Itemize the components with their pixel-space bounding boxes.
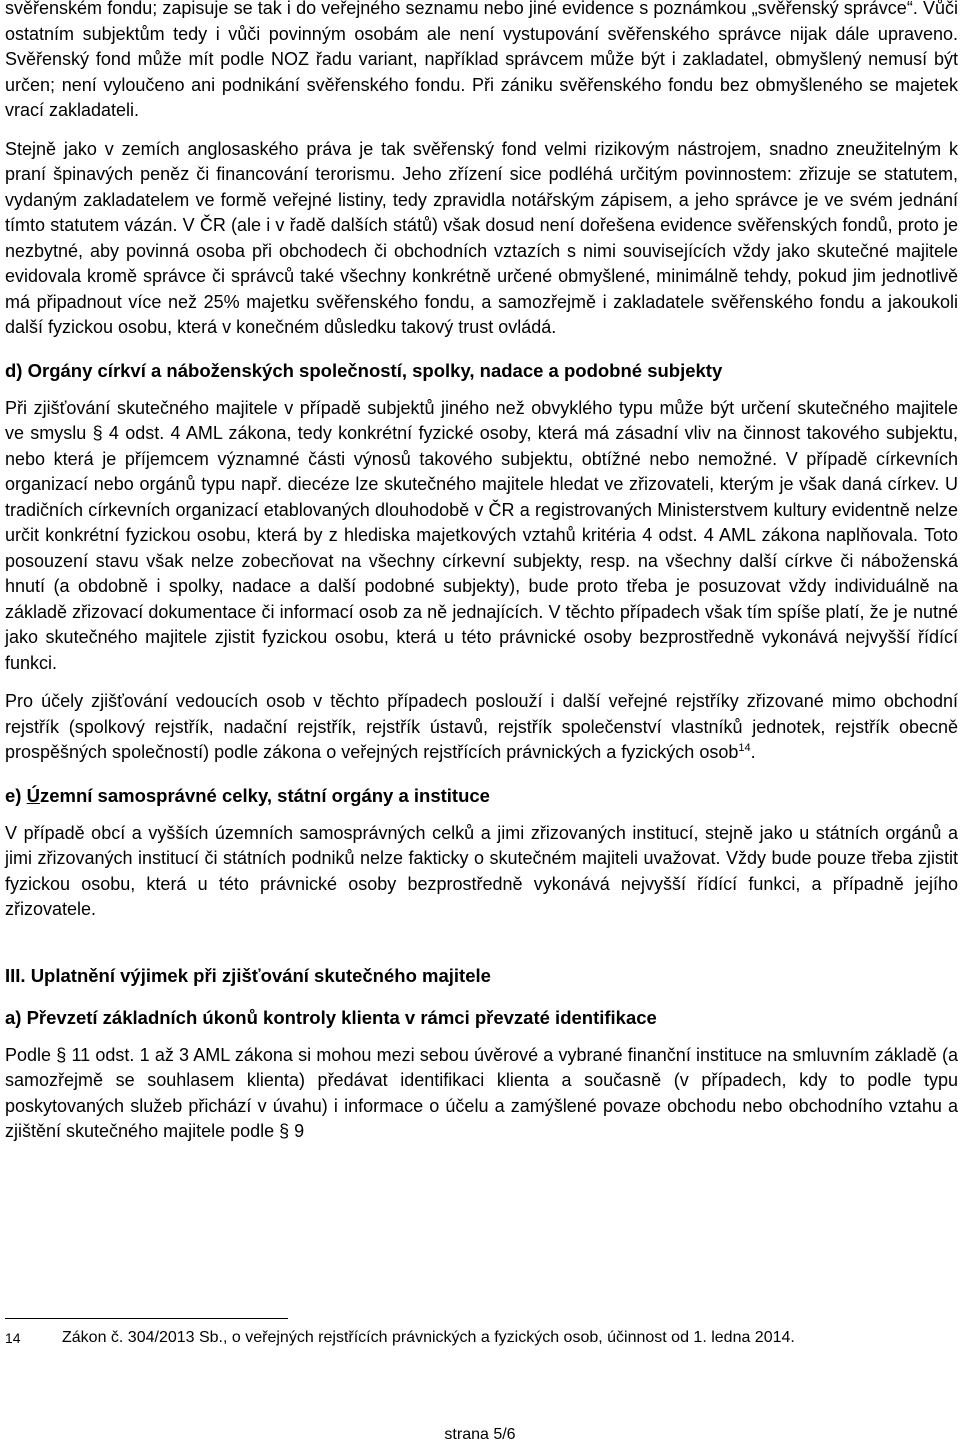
paragraph-public-registers-text: Pro účely zjišťování vedoucích osob v těchto případech poslouží i další veřejné rejstříky zřizované mimo obchodní rejstřík (spolkový rejstřík, nadační rejstřík, rejstřík ústavů, rejstřík společenství vlastníků jednotek, rejstřík obecně prospěšných společností) podle zákona o veřejných rejstřících právnických a fyzických osob — [5, 691, 958, 762]
paragraph-church-organizations: Při zjišťování skutečného majitele v případě subjektů jiného než obvyklého typu může být určení skutečného majitele ve smyslu § 4 odst. 4 AML zákona, tedy konkrétní fyzické osoby, která má zásadní vliv na činnost takového subjektu, nebo která je příjemcem významné části výnosů takového subjektu, obtížné nebo nemožné. V případě církevních organizací nebo orgánů typu např. diecéze lze skutečného majitele hledat ve zřizovateli, kterým je však daná církev. U tradičních církevních organizací etablovaných dlouhodobě v ČR a registrovaných Ministerstvem kultury evidentně nelze určit konkrétní fyzickou osobu, která by z hlediska majetkových vztahů kritéria 4 odst. 4 AML zákona naplňovala. Toto posouzení stavu však nelze zobecňovat na všechny církevní subjekty, resp. na všechny další církve či náboženská hnutí (a obdobně i spolky, nadace a další podobné subjekty), bude proto třeba je posuzovat vždy individuálně na základě zřizovací dokumentace či informací osob za ně jednajících. V těchto případech však tím spíše platí, že je nutné jako skutečného majitele zjistit fyzickou osobu, která u této právnické osoby bezprostředně vykonává nejvyšší řídící funkci. — [5, 397, 958, 673]
heading-section-iii: III. Uplatnění výjimek při zjišťování skutečného majitele — [5, 964, 491, 986]
footnote-divider — [5, 1318, 288, 1319]
paragraph-municipalities: V případě obcí a vyšších územních samosprávných celků a jimi zřizovaných institucí, stejně jako u státních orgánů a jimi zřizovaných institucí či státních podniků nelze fakticky o skutečném majiteli uvažovat. Vždy bude pouze třeba zjistit fyzickou osobu, která u této právnické osoby bezprostředně vykonává nejvyšší řídící funkci, a případně jejího zřizovatele. — [5, 822, 958, 919]
heading-section-e-underlined: Ú — [26, 784, 40, 806]
footnote-number: 14 — [5, 1330, 21, 1346]
footnote — [5, 1326, 958, 1350]
paragraph-trust-administrator: svěřenském fondu; zapisuje se tak i do veřejného seznamu nebo jiné evidence s poznámkou „svěřenský správce“. Vůči ostatním subjektům tedy i vůči povinným osobám ale není vystupování svěřenského správce nijak dále upraveno. Svěřenský fond může mít podle NOZ řadu variant, například správcem může být i zakladatel, obmyšlený nemusí být určen; není vyloučeno ani podnikání svěřenského fondu. Při zániku svěřenského fondu bez obmyšleného se majetek vrací zakladateli. — [5, 0, 958, 120]
paragraph-identification-transfer: Podle § 11 odst. 1 až 3 AML zákona si mohou mezi sebou úvěrové a vybrané finanční instituce na smluvním základě (a samozřejmě se souhlasem klienta) předávat identifikaci klienta a současně (v případech, kdy to podle typu poskytovaných služeb přichází v úvahu) i informace o účelu a zamýšlené povaze obchodu nebo obchodního vztahu a zjištění skutečného majitele podle § 9 — [5, 1044, 958, 1141]
paragraph-public-registers — [5, 689, 958, 766]
document-page — [5, 0, 958, 1145]
heading-section-e — [5, 783, 958, 808]
paragraph-trust-risk: Stejně jako v zemích anglosaského práva je tak svěřenský fond velmi rizikovým nástrojem, snadno zneužitelným k praní špinavých peněz či financování terorismu. Jeho zřízení sice podléhá určitým povinnostem: zřizuje se statutem, vydaným zakladatelem ve formě veřejné listiny, tedy zpravidla notářským zápisem, a jeho správce je ve svém jednání tímto statutem vázán. V ČR (ale i v řadě dalších států) však dosud není dořešena evidence svěřenských fondů, proto je nezbytné, aby povinná osoba při obchodech či obchodních vztazích s nimi souvisejících vždy jako skutečné majitele evidovala kromě správce či správců také všechny konkrétně určené obmyšlené, minimálně tehdy, pokud jim jednotlivě má připadnout více než 25% majetku svěřenského fondu, a samozřejmě i zakladatele svěřenského fondu a jakoukoli další fyzickou osobu, která v konečném důsledku takový trust ovládá. — [5, 138, 958, 337]
heading-section-d: d) Orgány církví a náboženských společností, spolky, nadace a podobné subjekty — [5, 359, 723, 381]
heading-subsection-a: a) Převzetí základních úkonů kontroly klienta v rámci převzaté identifikace — [5, 1006, 657, 1028]
footnote-text: Zákon č. 304/2013 Sb., o veřejných rejstřících právnických a fyzických osob, účinnost od 1. ledna 2014. — [62, 1329, 795, 1346]
paragraph-public-registers-end: . — [750, 742, 756, 762]
footnote-reference[interactable]: 14 — [738, 742, 751, 754]
page-number: strana 5/6 — [444, 1426, 516, 1443]
heading-section-e-rest: zemní samosprávné celky, státní orgány a instituce — [39, 784, 490, 806]
heading-section-e-prefix: e) — [5, 784, 27, 806]
